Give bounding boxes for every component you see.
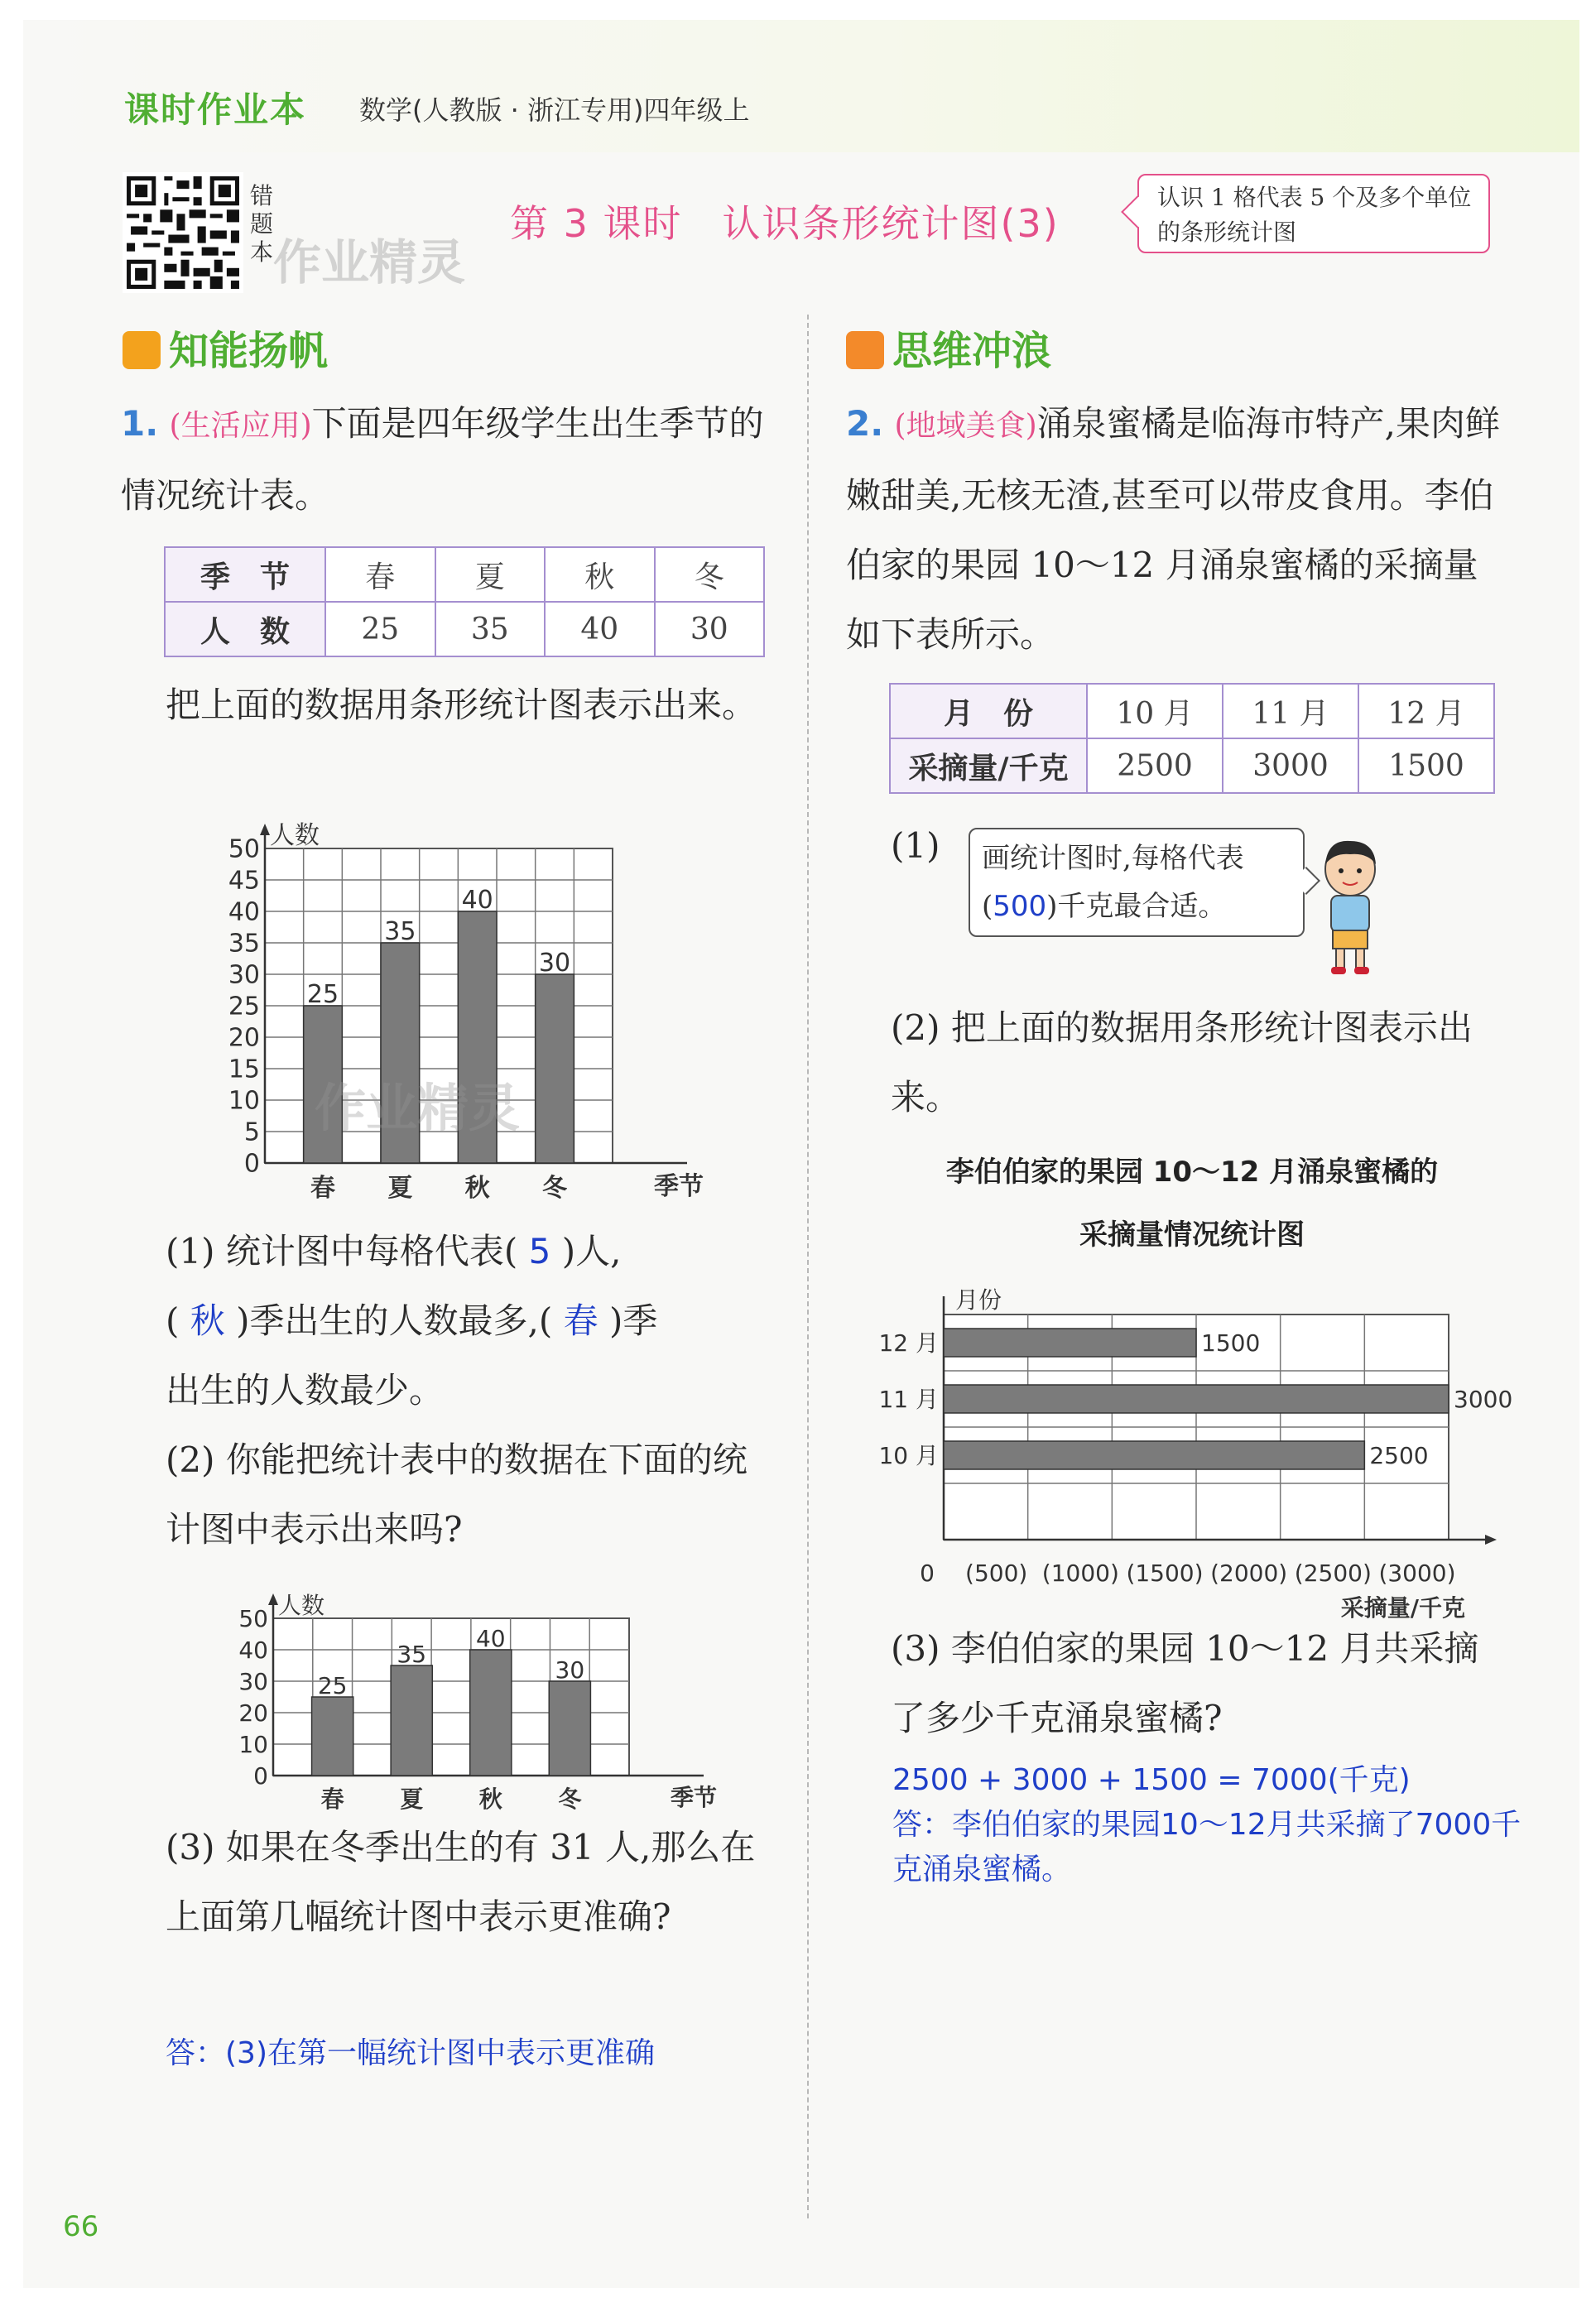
chart-bar [944, 1441, 1364, 1469]
q2-answer-line1: 2500 + 3000 + 1500 = 7000(千克) [892, 1763, 1411, 1797]
table-cell: 冬 [655, 547, 765, 602]
table-cell: 春 [325, 547, 435, 602]
chart-y-axis-arrow [268, 1593, 278, 1605]
chart-x-tick: (2500) [1294, 1560, 1372, 1587]
table-cell: 12 月 [1358, 684, 1494, 738]
lesson-objective-text: 认识 1 格代表 5 个及多个单位的条形统计图 [1157, 184, 1472, 246]
table-cell: 25 [325, 602, 435, 656]
chart-y-tick: 10 [238, 1730, 268, 1758]
chart-data-label: 3000 [1454, 1386, 1513, 1413]
chart-x-tick: (1500) [1126, 1560, 1204, 1587]
chart-x-label: 季节 [654, 1172, 704, 1201]
q1-part3: (3) 如果在冬季出生的有 31 人,那么在上面第几幅统计图中表示更准确? [166, 1827, 756, 1937]
chart-x-tick: (2000) [1210, 1560, 1288, 1587]
chart-data-label: 25 [317, 1672, 348, 1699]
q1-text: 下面是四年级学生出生季节的情况统计表。 [121, 403, 764, 516]
chart-y-tick: 40 [238, 1636, 268, 1664]
q2-part3-answer [892, 1758, 1521, 1892]
q1-part2: (2) 你能把统计表中的数据在下面的统计图中表示出来吗? [166, 1439, 748, 1550]
chart-x-tick: 冬 [558, 1786, 582, 1813]
chart-y-tick: 20 [238, 1699, 268, 1727]
section-right-label: 思维冲浪 [892, 328, 1052, 374]
bubble-text-b: ( [982, 890, 993, 923]
page-number: 66 [63, 2210, 99, 2243]
wrong-question-book-label: 错题本 [250, 182, 274, 266]
chart-x-tick: 冬 [542, 1174, 567, 1203]
q2-stem [846, 389, 1500, 670]
qr-code-icon[interactable] [123, 172, 243, 293]
q1-part3-answer: 答：(3)在第一幅统计图中表示更准确 [166, 2036, 655, 2070]
chart-x-tick: 夏 [400, 1786, 424, 1813]
table-row [890, 738, 1494, 793]
chart-data-label: 25 [306, 980, 339, 1009]
chart-y-tick: 0 [253, 1761, 268, 1790]
chart-x-tick: 秋 [464, 1174, 490, 1203]
chart-y-tick: 25 [228, 992, 260, 1021]
chart-y-tick: 12 月 [878, 1329, 939, 1357]
q2-chart-title [877, 1141, 1507, 1266]
chart-y-tick: 45 [228, 866, 260, 896]
chart-data-label: 30 [538, 949, 571, 978]
q1-bar-chart-2 [224, 1573, 720, 1829]
q1-p1-text-a: (1) 统计图中每格代表( [166, 1231, 518, 1271]
chart-y-label: 月份 [955, 1286, 1002, 1314]
bubble-text-a: 画统计图时,每格代表 [982, 842, 1244, 875]
chart-data-label: 35 [397, 1641, 427, 1668]
chart-x-tick: 春 [310, 1174, 335, 1203]
chart-data-label: 35 [384, 917, 416, 946]
chart-y-tick: 0 [243, 1149, 260, 1179]
chart-x-tick: 0 [920, 1560, 935, 1587]
watermark-top: 作业精灵 [273, 234, 466, 291]
chart-bar [549, 1681, 590, 1776]
q2-tag: (地域美食) [894, 409, 1037, 443]
q2-part3: (3) 李伯伯家的果园 10～12 月共采摘了多少千克涌泉蜜橘? [891, 1628, 1479, 1738]
q2-chart-title-line2: 采摘量情况统计图 [1079, 1218, 1305, 1252]
table-cell: 夏 [435, 547, 546, 602]
q1-bar-chart-1 [199, 807, 712, 1203]
q1-tag: (生活应用) [169, 409, 312, 443]
chart-x-tick: 秋 [478, 1786, 502, 1813]
chart-x-tick: (1000) [1041, 1560, 1119, 1587]
section-left-label: 知能扬帆 [169, 328, 329, 374]
table-cell: 2500 [1087, 738, 1223, 793]
chart-y-tick: 35 [228, 929, 260, 959]
column-divider [807, 315, 809, 2218]
watermark-chart: 作业精灵 [315, 1078, 521, 1138]
q1-answer-least: 春 [563, 1300, 598, 1341]
chart-bar [470, 1650, 512, 1776]
chart-y-tick: 10 月 [878, 1442, 939, 1469]
chart-bar [944, 1329, 1196, 1357]
chart-y-axis-arrow [260, 824, 270, 835]
q2-speech-bubble [969, 828, 1305, 937]
q2-text: 涌泉蜜橘是临海市特产,果肉鲜嫩甜美,无核无渣,甚至可以带皮食用。李伯伯家的果园 10～12 月涌泉蜜橘的采摘量如下表所示。 [846, 403, 1500, 655]
chart-bar [536, 974, 574, 1163]
chart-y-tick: 50 [228, 834, 260, 864]
q1-answer-most: 秋 [190, 1300, 225, 1341]
table-row [165, 547, 764, 602]
lesson-objective-box [1137, 174, 1490, 253]
q2-bubble-text [982, 834, 1244, 930]
q2-answer-line2: 答：李伯伯家的果园10～12月共采摘了7000千克涌泉蜜橘。 [892, 1808, 1521, 1886]
q2-horizontal-bar-chart [869, 1275, 1540, 1622]
chart-y-tick: 40 [228, 897, 260, 927]
table-cell: 1500 [1358, 738, 1494, 793]
chart-x-axis-arrow [1485, 1535, 1497, 1545]
table-row [165, 602, 764, 656]
table-cell: 30 [655, 602, 765, 656]
q1-p1-text-d: )季出生的人数最多,( [236, 1300, 553, 1341]
chart-x-tick: 夏 [387, 1174, 413, 1203]
table-cell: 秋 [545, 547, 655, 602]
chart-data-label: 2500 [1369, 1442, 1429, 1469]
table-cell: 10 月 [1087, 684, 1223, 738]
q2-part2: (2) 把上面的数据用条形统计图表示出来。 [891, 1007, 1473, 1117]
chart-bar [312, 1697, 353, 1776]
chart-y-label: 人数 [278, 1592, 325, 1619]
bubble-text-c: )千克最合适。 [1046, 890, 1227, 923]
q1-p1-text-c: ( [166, 1300, 180, 1341]
chart-y-label: 人数 [270, 821, 320, 850]
table-cell: 人 数 [165, 602, 325, 656]
q1-p1-text-f: 出生的人数最少。 [166, 1370, 445, 1411]
q2-harvest-table [889, 683, 1495, 794]
chart-y-tick: 15 [228, 1055, 260, 1084]
chart-x-label: 采摘量/千克 [1340, 1594, 1465, 1622]
q2-chart-title-line1: 李伯伯家的果园 10～12 月涌泉蜜橘的 [945, 1156, 1439, 1189]
q1-instruction: 把上面的数据用条形统计图表示出来。 [166, 685, 757, 725]
q1-season-table [164, 546, 765, 657]
q1-number: 1. [121, 403, 159, 444]
wave-icon [846, 331, 884, 369]
q1-answer-per-grid: 5 [528, 1231, 551, 1271]
table-row [890, 684, 1494, 738]
chart-y-tick: 30 [228, 960, 260, 990]
chart-data-label: 40 [475, 1625, 506, 1652]
chart-bar [944, 1385, 1449, 1413]
table-cell: 11 月 [1223, 684, 1358, 738]
q2-answer-per-grid: 500 [993, 890, 1047, 923]
brand-title: 课时作业本 [124, 89, 307, 130]
chart-bar [391, 1665, 432, 1776]
table-cell: 月 份 [890, 684, 1087, 738]
chart-y-tick: 5 [243, 1117, 260, 1147]
q1-stem [121, 389, 770, 531]
chart-y-tick: 30 [238, 1667, 268, 1695]
chart-x-tick: 春 [320, 1786, 344, 1813]
chart-x-tick: (3000) [1378, 1560, 1456, 1587]
chart-data-label: 30 [555, 1656, 585, 1684]
table-cell: 季 节 [165, 547, 325, 602]
q1-part1 [166, 1217, 778, 1425]
book-subtitle: 数学(人教版 · 浙江专用)四年级上 [359, 94, 750, 126]
boy-illustration-icon [1313, 836, 1387, 977]
table-cell: 35 [435, 602, 546, 656]
q2-part1-label: (1) [891, 825, 940, 866]
q1-p1-text-e: )季 [608, 1300, 658, 1341]
chart-y-tick: 20 [228, 1023, 260, 1053]
chart-x-tick: (500) [965, 1560, 1028, 1587]
chart-y-tick: 11 月 [878, 1386, 939, 1413]
chart-data-label: 1500 [1201, 1329, 1261, 1357]
section-right-heading [846, 319, 1051, 376]
chart-y-tick: 10 [228, 1086, 260, 1116]
chart-x-label: 季节 [671, 1784, 718, 1811]
section-left-heading [123, 319, 328, 376]
q2-number: 2. [846, 403, 884, 444]
table-cell: 3000 [1223, 738, 1358, 793]
sail-icon [123, 331, 161, 369]
chart-data-label: 40 [461, 886, 493, 915]
chart-y-tick: 50 [238, 1604, 268, 1632]
table-cell: 40 [545, 602, 655, 656]
table-cell: 采摘量/千克 [890, 738, 1087, 793]
lesson-title: 第 3 课时 认识条形统计图(3) [510, 201, 1060, 246]
q1-p1-text-b: )人, [561, 1231, 622, 1271]
